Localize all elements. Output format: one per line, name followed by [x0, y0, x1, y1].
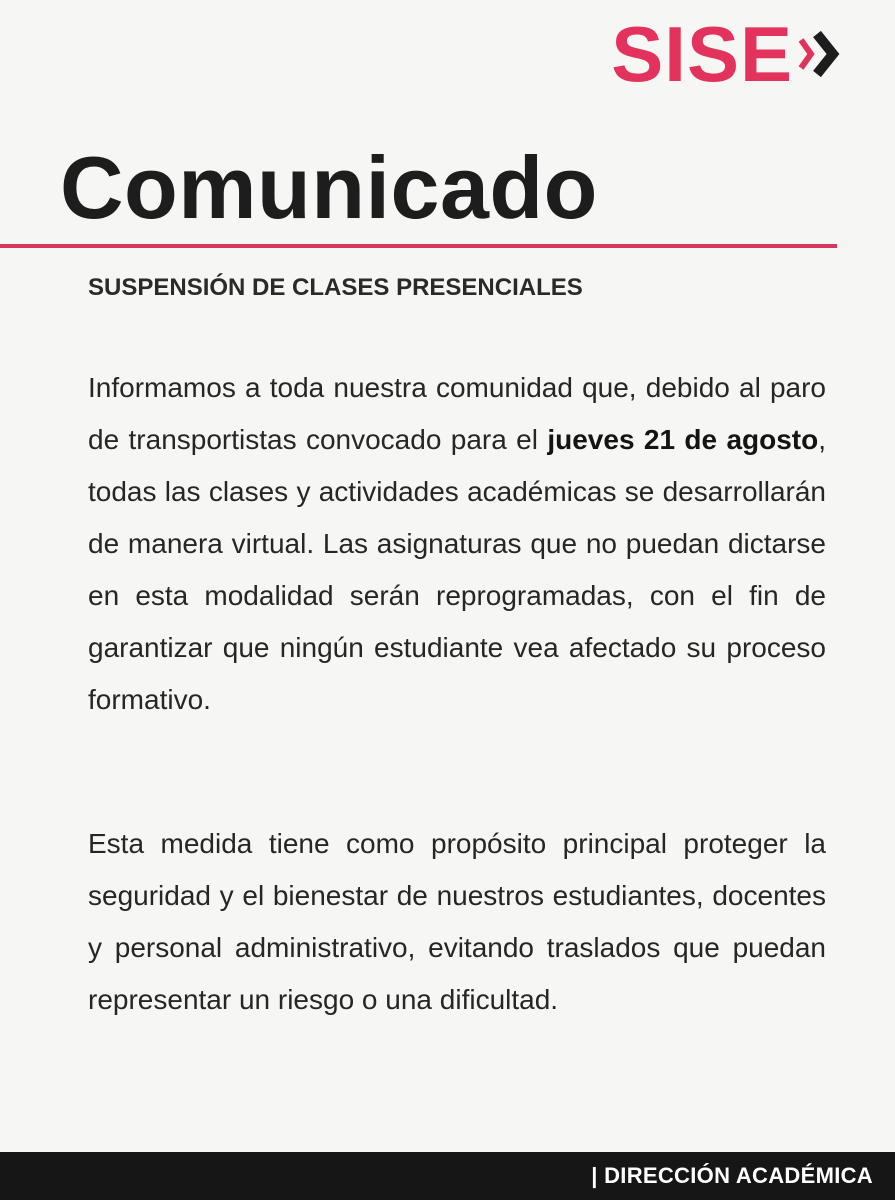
footer-label: | DIRECCIÓN ACADÉMICA: [591, 1163, 873, 1188]
highlight-date: jueves 21 de agosto: [547, 424, 819, 455]
double-chevron-right-icon: [797, 28, 843, 80]
logo-wordmark: SISE: [611, 10, 793, 98]
footer-bar: [0, 1152, 895, 1200]
notice-paragraph-1: [88, 362, 826, 726]
notice-paragraph-2: Esta medida tiene como propósito principal proteger la seguridad y el bienestar de nuestros estudiantes, docentes y personal administrativo, evitando traslados que puedan representar un riesgo o una dificultad.: [88, 828, 826, 1015]
paragraph-1-rest: , todas las clases y actividades académicas se desarrollarán de manera virtual. Las asignaturas que no puedan dictarse en esta modalidad serán reprogramadas, con el fin de garantizar que ningún estudiante vea afectado su proceso formativo.: [88, 424, 827, 715]
notice-subtitle: SUSPENSIÓN DE CLASES PRESENCIALES: [88, 274, 583, 301]
brand-logo: [611, 10, 843, 98]
paragraph-1-intro: Informamos a toda nuestra comunidad que, debido al paro de transportistas convocado para el: [88, 372, 826, 455]
title-divider: [0, 244, 837, 248]
page-title: Comunicado: [60, 138, 598, 237]
